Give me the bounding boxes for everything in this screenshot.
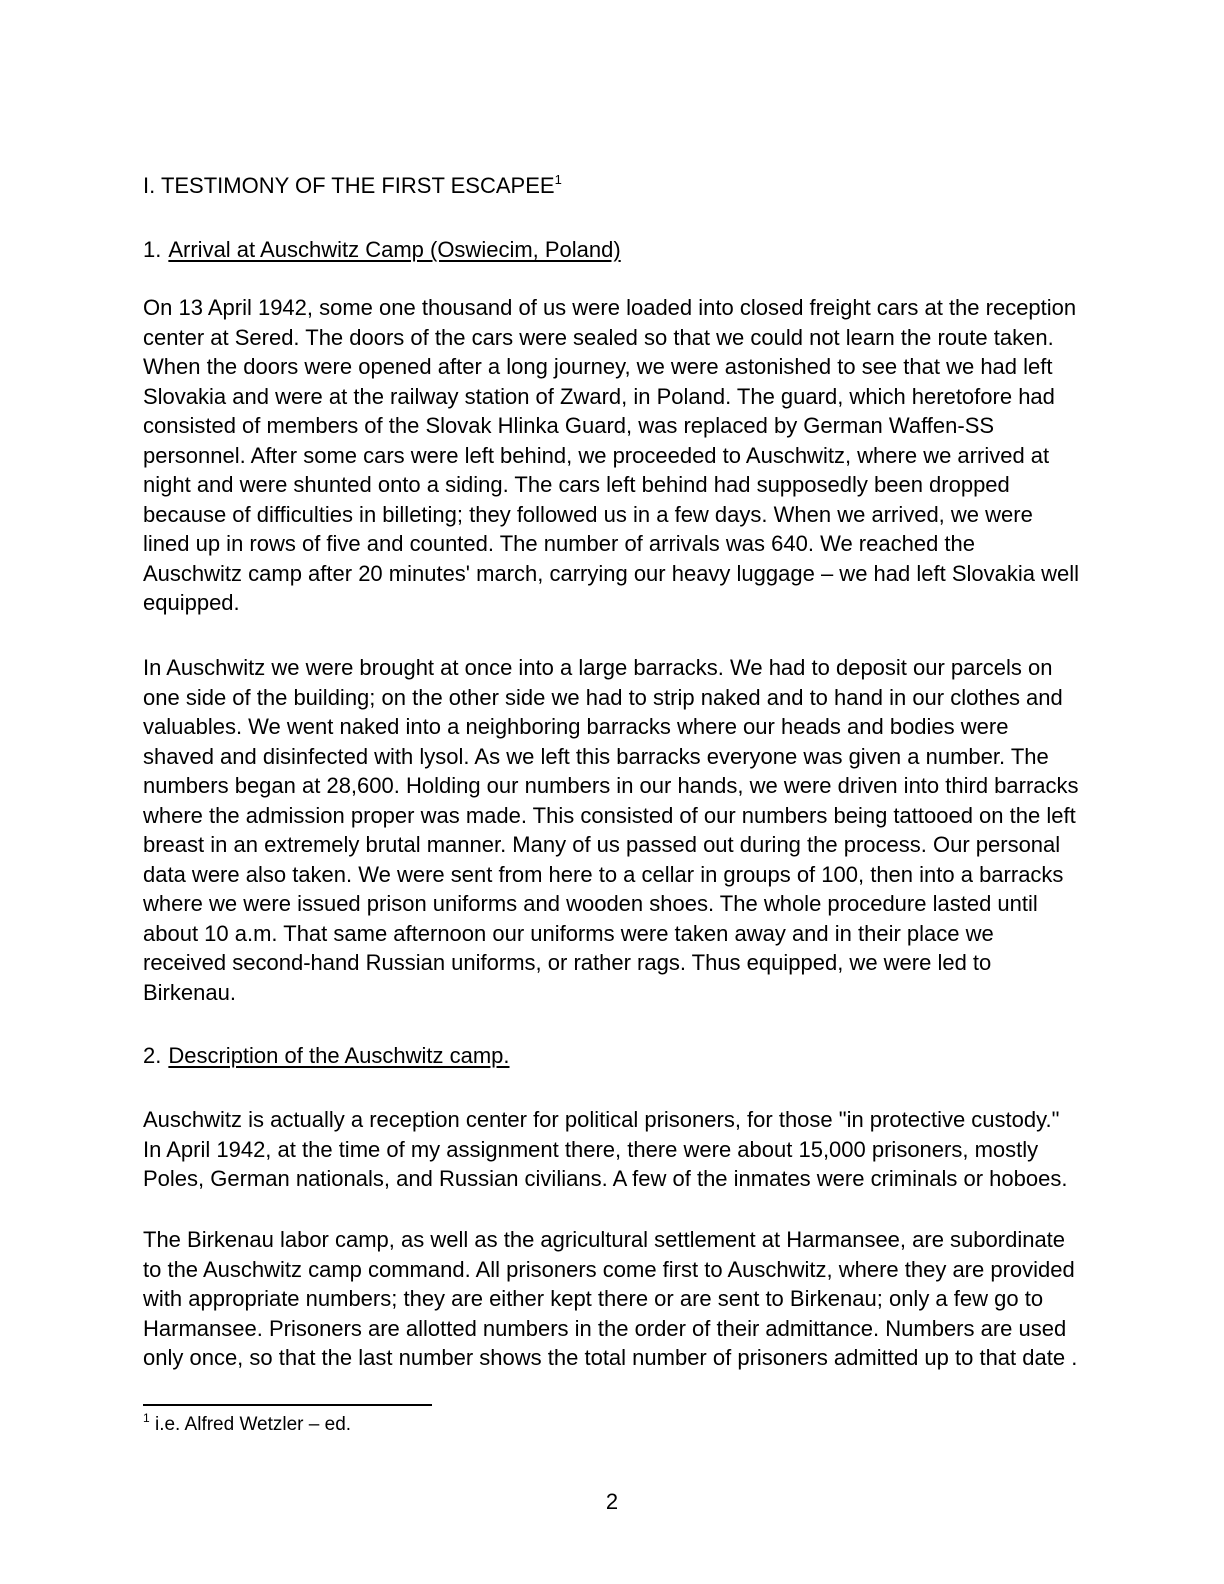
text-line: where we were issued prison uniforms and wooden shoes. The whole procedure lasted until bbox=[143, 891, 1038, 916]
text-line: The Birkenau labor camp, as well as the agricultural settlement at Harmansee, are subordinate bbox=[143, 1227, 1066, 1252]
text-line: When the doors were opened after a long journey, we were astonished to see that we had left bbox=[143, 354, 1053, 379]
text-line: lined up in rows of five and counted. The number of arrivals was 640. We reached the bbox=[143, 531, 975, 556]
text-line: Auschwitz camp after 20 minutes' march, carrying our heavy luggage – we had left Slovakia well bbox=[143, 560, 1079, 586]
footnote-text: i.e. Alfred Wetzler – ed. bbox=[154, 1414, 352, 1435]
section-heading-2 bbox=[143, 1041, 510, 1071]
text-line: only once, so that the last number shows the total number of prisoners admitted up to that date . bbox=[143, 1345, 1078, 1370]
text-line: numbers began at 28,600. Holding our numbers in our hands, we were driven into third barracks bbox=[143, 773, 1079, 798]
paragraph-description-1 bbox=[143, 1105, 1067, 1194]
text-line: Birkenau. bbox=[143, 979, 236, 1005]
text-line: to the Auschwitz camp command. All prisoners come first to Auschwitz, where they are provided bbox=[143, 1256, 1075, 1282]
footnote bbox=[143, 1411, 351, 1438]
text-line: Harmansee. Prisoners are allotted numbers in the order of their admittance. Numbers are used bbox=[143, 1315, 1067, 1341]
text-line: because of difficulties in billeting; they followed us in a few days. When we arrived, we were bbox=[143, 501, 1033, 527]
text-line: Slovakia and were at the railway station of Zward, in Poland. The guard, which heretofore had bbox=[143, 383, 1055, 409]
text-line: shaved and disinfected with lysol. As we left this barracks everyone was given a number. The bbox=[143, 743, 1049, 769]
text-line: breast in an extremely brutal manner. Many of us passed out during the process. Our personal bbox=[143, 832, 1061, 857]
text-line: night and were shunted onto a siding. The cars left behind had supposedly been dropped bbox=[143, 472, 1010, 497]
title-text: I. TESTIMONY OF THE FIRST ESCAPEE bbox=[143, 173, 555, 198]
footnote-separator-rule bbox=[143, 1404, 432, 1406]
text-line: where the admission proper was made. This consisted of our numbers being tattooed on the left bbox=[143, 802, 1076, 828]
text-line: consisted of members of the Slovak Hlinka Guard, was replaced by German Waffen-SS bbox=[143, 413, 995, 438]
section-heading-text: Description of the Auschwitz camp. bbox=[168, 1043, 510, 1068]
section-number: 2. bbox=[143, 1043, 162, 1068]
text-line: with appropriate numbers; they are either kept there or are sent to Birkenau; only a few go to bbox=[143, 1286, 1044, 1311]
text-line: In Auschwitz we were brought at once into a large barracks. We had to deposit our parcels on bbox=[143, 655, 1053, 680]
text-line: personnel. After some cars were left behind, we proceeded to Auschwitz, where we arrived at bbox=[143, 442, 1050, 468]
page-title bbox=[143, 171, 562, 201]
section-heading-text: Arrival at Auschwitz Camp (Oswiecim, Poland) bbox=[168, 237, 621, 262]
paragraph-arrival-1 bbox=[143, 293, 1079, 618]
text-line: In April 1942, at the time of my assignment there, there were about 15,000 prisoners, mostly bbox=[143, 1136, 1039, 1162]
section-number: 1. bbox=[143, 237, 162, 262]
text-line: equipped. bbox=[143, 590, 240, 615]
paragraph-arrival-2 bbox=[143, 653, 1079, 1007]
section-heading-1 bbox=[143, 235, 621, 265]
text-line: center at Sered. The doors of the cars were sealed so that we could not learn the route taken. bbox=[143, 324, 1054, 350]
text-line: On 13 April 1942, some one thousand of us were loaded into closed freight cars at the reception bbox=[143, 295, 1077, 320]
text-line: valuables. We went naked into a neighboring barracks where our heads and bodies were bbox=[143, 714, 1009, 739]
text-line: about 10 a.m. That same afternoon our uniforms were taken away and in their place we bbox=[143, 920, 994, 946]
text-line: Poles, German nationals, and Russian civilians. A few of the inmates were criminals or hoboes. bbox=[143, 1166, 1068, 1191]
text-line: received second-hand Russian uniforms, or rather rags. Thus equipped, we were led to bbox=[143, 950, 992, 975]
text-line: Auschwitz is actually a reception center for political prisoners, for those "in protective custody." bbox=[143, 1107, 1060, 1132]
text-line: one side of the building; on the other side we had to strip naked and to hand in our clothes and bbox=[143, 684, 1063, 710]
footnote-reference-marker: 1 bbox=[554, 172, 562, 187]
paragraph-description-2 bbox=[143, 1225, 1077, 1373]
text-line: data were also taken. We were sent from here to a cellar in groups of 100, then into a barracks bbox=[143, 861, 1064, 887]
footnote-marker: 1 bbox=[143, 1411, 150, 1425]
page-number: 2 bbox=[605, 1489, 619, 1514]
